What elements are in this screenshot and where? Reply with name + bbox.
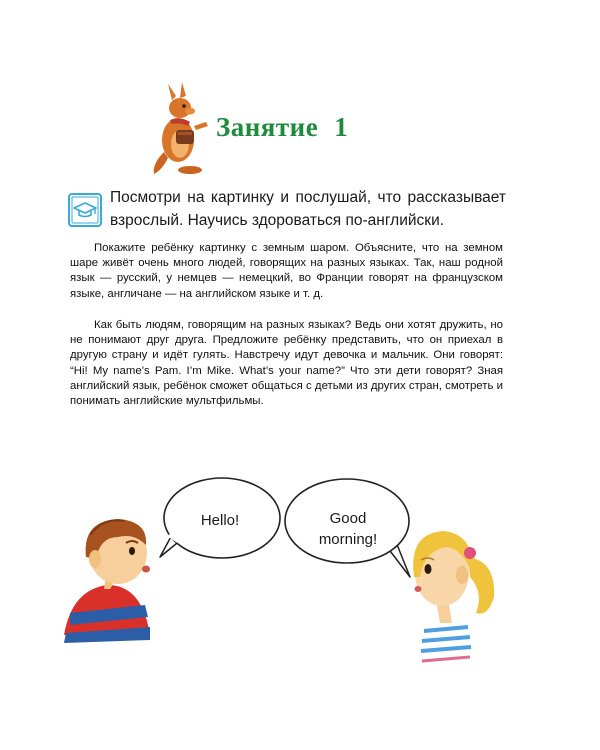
boy-speech-text: Hello! [200,512,240,529]
girl-figure [413,531,494,665]
task-instruction: Посмотри на картинку и послушай, что рассказывает взрослый. Научись здороваться по-английски. [110,189,506,229]
boy-figure [64,519,150,643]
parent-note-paragraph: Как быть людям, говорящим на разных языках? Ведь они хотят дружить, но не понимают друг друга. Предложите ребёнку представить, что он приехал в другую страну и идёт гулять. Навстречу идут девочка и мальчик. Они говорят: “Hi! My name’s Pam. I’m Mike. What’s your name?” Что эти дети говорят? Зная английский язык, ребёнок сможет общаться с детьми из других стран, смотреть и понимать английские мультфильмы. [70,319,503,408]
graduation-cap-icon [68,193,102,227]
girl-speech-text [303,508,393,550]
lesson-title-word: Занятие [216,112,319,142]
kangaroo-mascot-icon [150,82,212,178]
lesson-title [216,112,348,143]
parent-note-paragraph: Покажите ребёнку картинку с земным шаром. Объясните, что на земном шаре живёт очень много людей, говорящих на разных языках. Так, наш родной язык — русский, у немцев — немецкий, во Франции говорят на французском языке, англичане — на английском языке и т. д. [70,242,503,300]
lesson-number: 1 [334,112,349,142]
children-greeting-illustration [0,465,600,665]
girl-speech-line: morning! [318,531,378,548]
girl-speech-line: Good [329,510,367,527]
